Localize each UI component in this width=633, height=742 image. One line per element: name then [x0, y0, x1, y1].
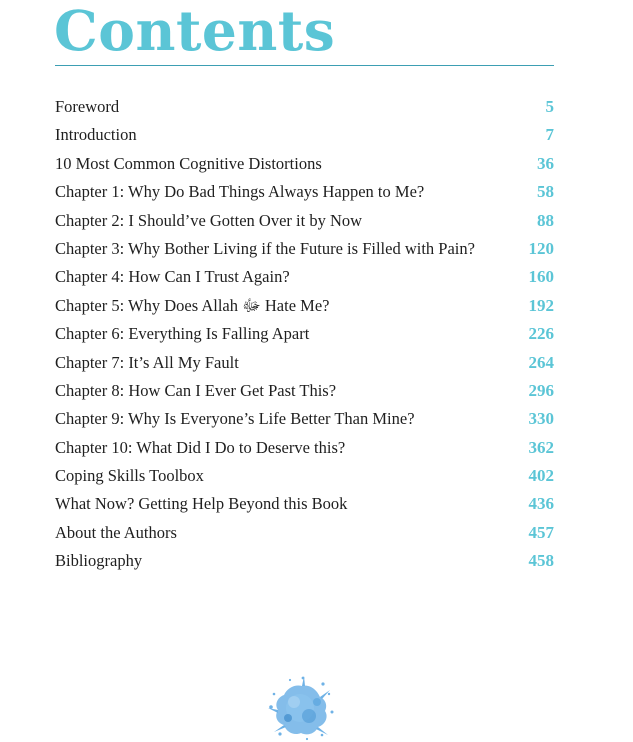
toc-entry-title: Chapter 2: I Should’ve Gotten Over it by Now	[55, 210, 363, 230]
watercolor-splash-icon	[262, 672, 342, 742]
toc-entry-title: Chapter 1: Why Do Bad Things Always Happen to Me?	[55, 182, 425, 202]
toc-entry-page: 120	[528, 238, 554, 258]
toc-entry-title: Chapter 4: How Can I Trust Again?	[55, 267, 290, 287]
table-of-contents	[55, 93, 554, 576]
toc-entry-page: 436	[528, 494, 554, 514]
toc-entry[interactable]	[55, 490, 554, 518]
toc-entry[interactable]	[55, 405, 554, 433]
toc-entry-page: 88	[537, 210, 554, 230]
toc-entry-page: 58	[537, 182, 554, 202]
toc-entry[interactable]	[55, 207, 554, 235]
page-title: Contents	[54, 0, 336, 63]
toc-entry-title: What Now? Getting Help Beyond this Book	[55, 494, 348, 514]
toc-entry[interactable]	[55, 178, 554, 206]
toc-entry[interactable]	[55, 263, 554, 291]
toc-entry-title: Chapter 5: Why Does Allah ﷻ Hate Me?	[55, 295, 330, 315]
toc-entry-page: 264	[528, 352, 554, 372]
toc-entry-title: Chapter 8: How Can I Ever Get Past This?	[55, 380, 337, 400]
toc-entry[interactable]	[55, 292, 554, 320]
toc-entry-title: Chapter 3: Why Bother Living if the Future is Filled with Pain?	[55, 238, 475, 258]
toc-entry-page: 457	[528, 522, 554, 542]
toc-entry[interactable]	[55, 349, 554, 377]
title-divider	[55, 65, 554, 66]
toc-entry[interactable]	[55, 320, 554, 348]
toc-entry-page: 160	[528, 267, 554, 287]
toc-entry[interactable]	[55, 150, 554, 178]
toc-entry[interactable]	[55, 235, 554, 263]
toc-entry[interactable]	[55, 93, 554, 121]
toc-entry[interactable]	[55, 121, 554, 149]
toc-entry-page: 7	[545, 125, 554, 145]
toc-entry[interactable]	[55, 519, 554, 547]
toc-entry-page: 296	[528, 380, 554, 400]
toc-entry-title: Foreword	[55, 97, 120, 116]
toc-entry[interactable]	[55, 377, 554, 405]
toc-entry-title: 10 Most Common Cognitive Distortions	[55, 153, 322, 173]
toc-entry-page: 362	[528, 437, 554, 457]
toc-entry[interactable]	[55, 434, 554, 462]
toc-entry-title: Chapter 6: Everything Is Falling Apart	[55, 324, 310, 344]
toc-entry-page: 402	[528, 466, 554, 486]
toc-entry-title: Coping Skills Toolbox	[55, 466, 204, 486]
toc-entry-title: Chapter 7: It’s All My Fault	[55, 352, 239, 372]
toc-entry-title: About the Authors	[55, 522, 177, 542]
toc-entry-page: 192	[528, 295, 554, 315]
toc-entry[interactable]	[55, 547, 554, 575]
toc-entry-page: 36	[537, 153, 554, 173]
toc-entry-title: Chapter 10: What Did I Do to Deserve this?	[55, 437, 346, 457]
toc-entry-page: 5	[545, 97, 554, 116]
toc-entry[interactable]	[55, 462, 554, 490]
toc-entry-page: 226	[528, 324, 554, 344]
toc-entry-page: 458	[528, 551, 554, 571]
toc-entry-title: Bibliography	[55, 551, 143, 571]
toc-entry-page: 330	[528, 409, 554, 429]
toc-entry-title: Introduction	[55, 125, 137, 145]
toc-entry-title: Chapter 9: Why Is Everyone’s Life Better Than Mine?	[55, 409, 415, 429]
